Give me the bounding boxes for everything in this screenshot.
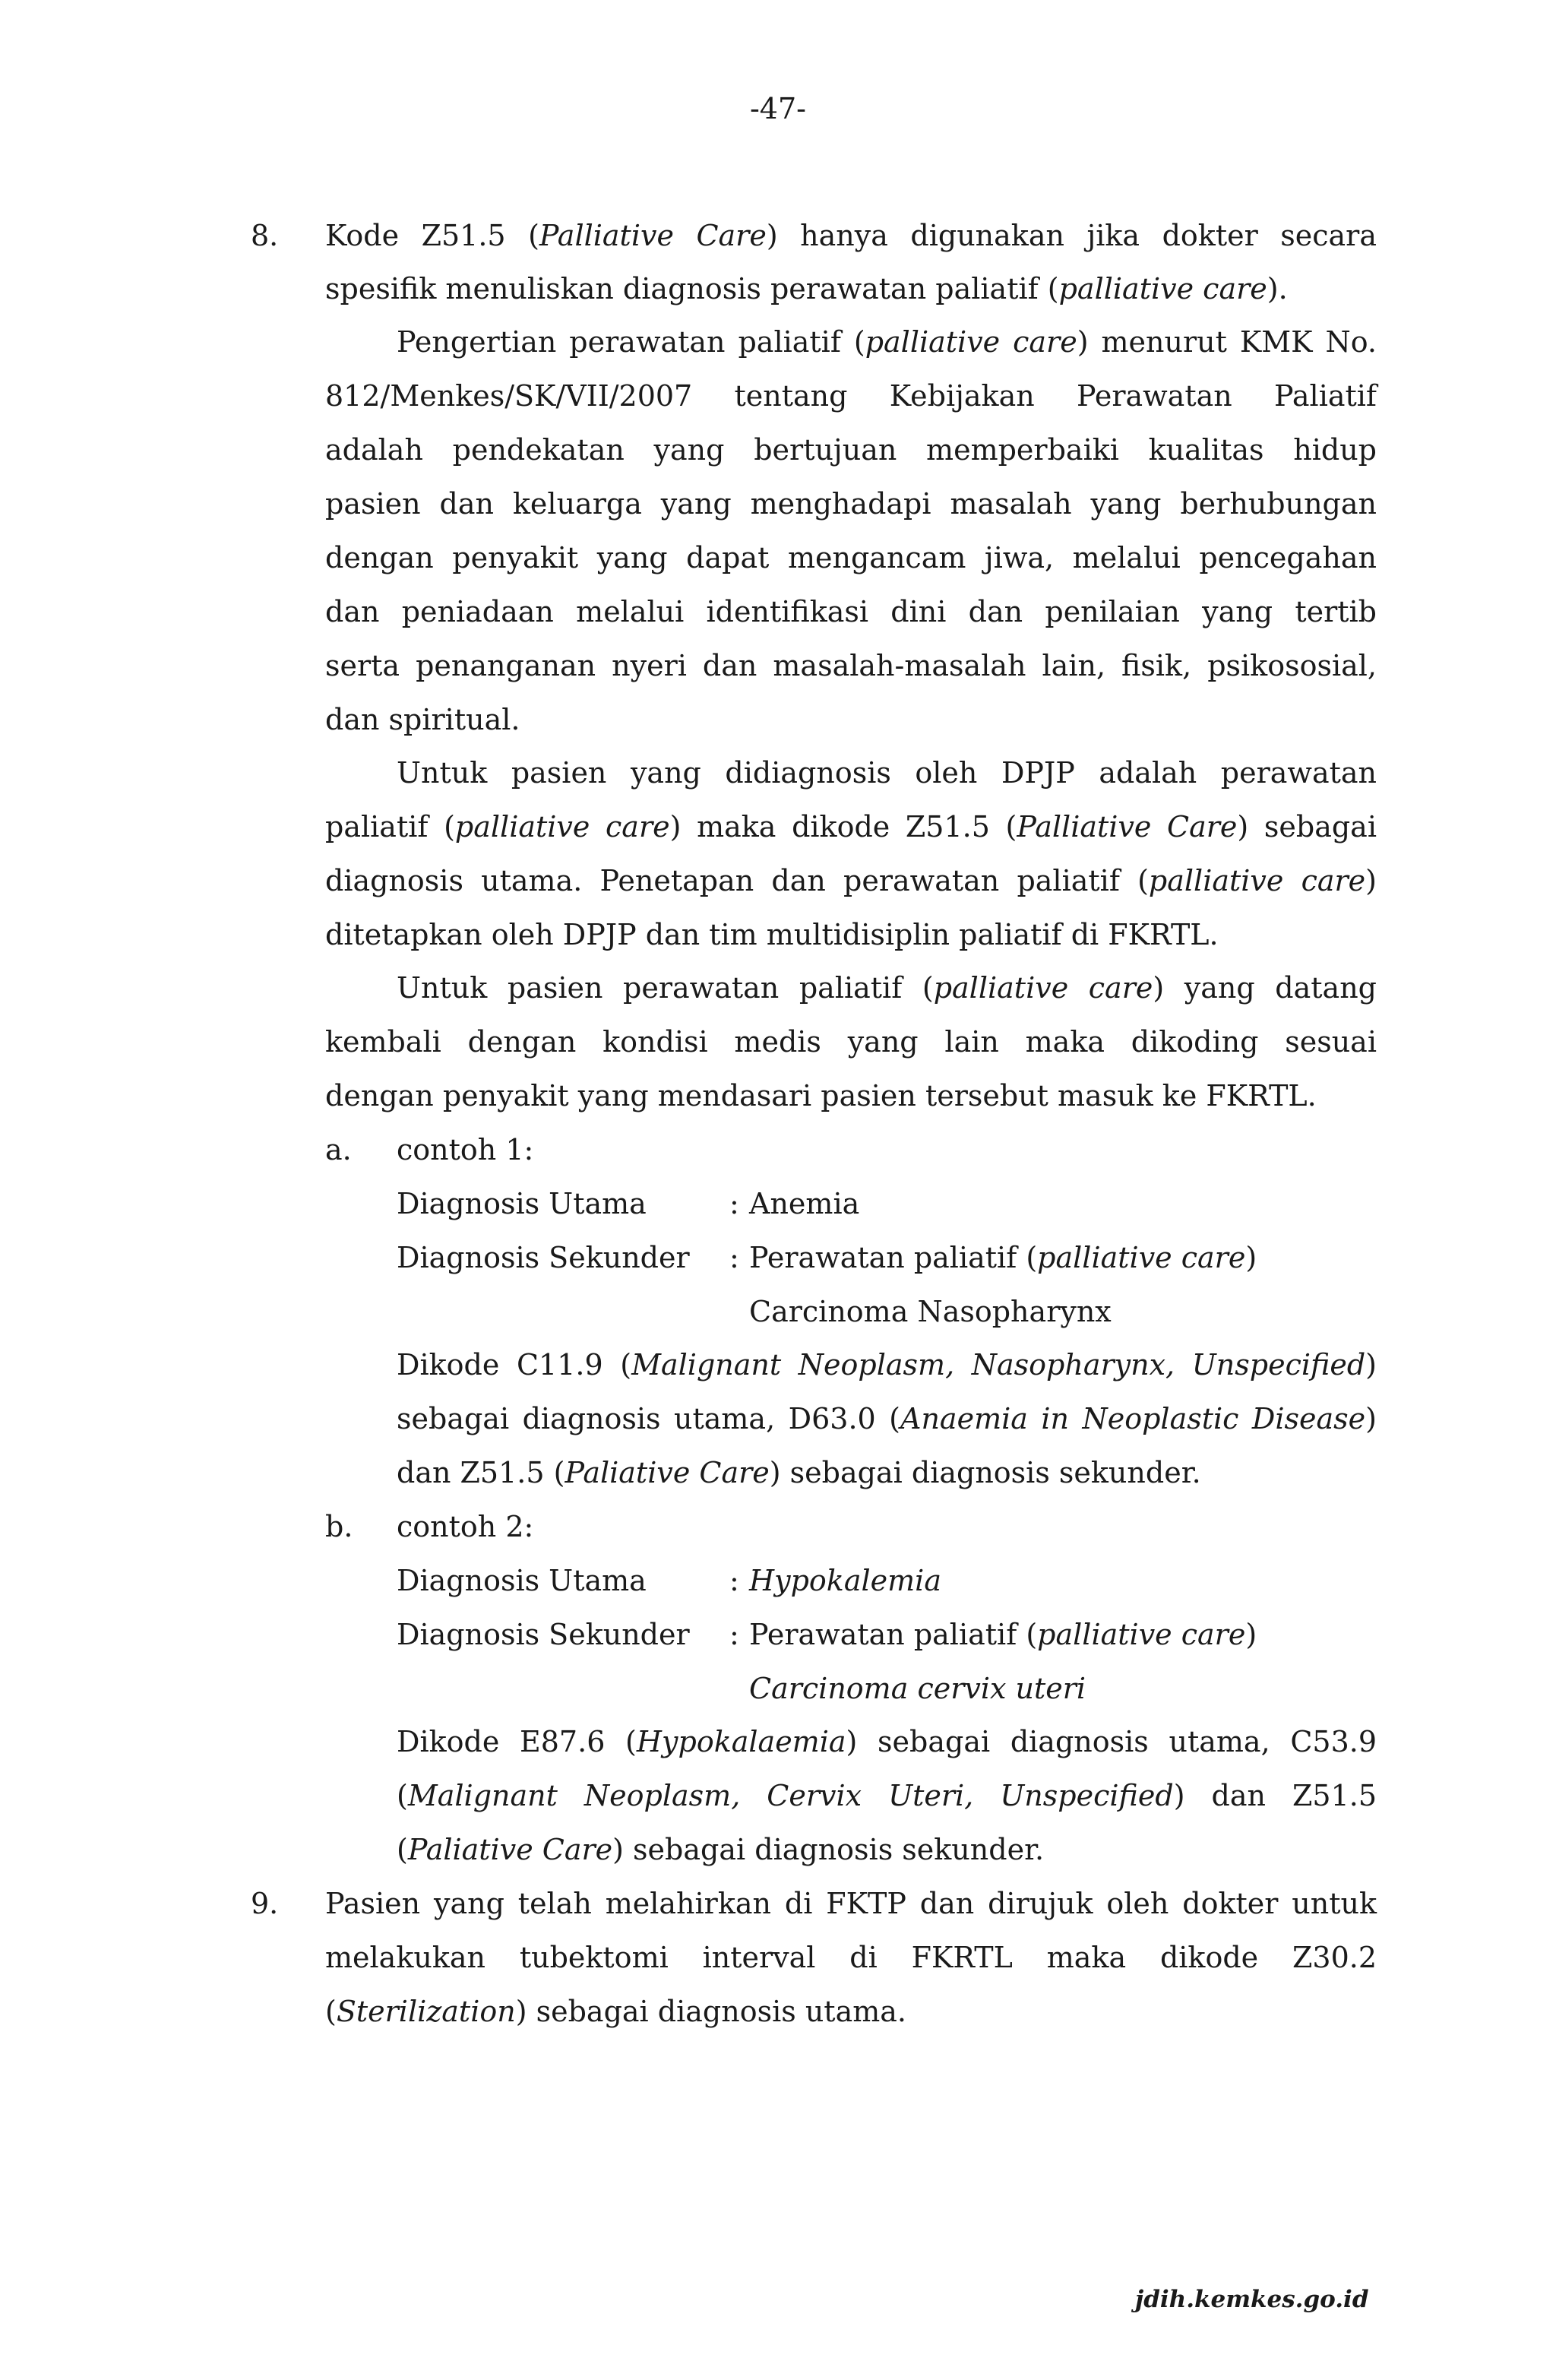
para2-line-2: paliatif (palliative care) maka dikode Z51.5 (Palliative Care) sebagai xyxy=(325,810,1377,843)
example-b-letter: b. xyxy=(325,1510,353,1543)
example-b-secondary-value-1: Perawatan paliatif (palliative care) xyxy=(749,1618,1257,1651)
para1-line-5: dengan penyakit yang dapat mengancam jiwa, melalui pencegahan xyxy=(325,541,1377,574)
para3-line-1: Untuk pasien perawatan paliatif (palliative care) yang datang xyxy=(397,971,1377,1005)
example-b-secondary-value-2: Carcinoma cervix uteri xyxy=(749,1672,1086,1705)
para1-line-6: dan peniadaan melalui identifikasi dini dan penilaian yang tertib xyxy=(325,595,1377,628)
para2-line-1: Untuk pasien yang didiagnosis oleh DPJP adalah perawatan xyxy=(397,756,1377,790)
example-b-main-value: Hypokalemia xyxy=(749,1564,941,1597)
example-a-letter: a. xyxy=(325,1133,352,1166)
example-a-main-value: Anemia xyxy=(749,1187,860,1220)
para1-line-4: pasien dan keluarga yang menghadapi masalah yang berhubungan xyxy=(325,487,1377,521)
example-b-result-line-2: (Malignant Neoplasm, Cervix Uteri, Unspecified) dan Z51.5 xyxy=(397,1779,1377,1812)
item-8-line-2: spesifik menuliskan diagnosis perawatan paliatif (palliative care). xyxy=(325,272,1288,305)
para2-line-4: ditetapkan oleh DPJP dan tim multidisiplin paliatif di FKRTL. xyxy=(325,918,1219,951)
item-8-line-1: Kode Z51.5 (Palliative Care) hanya digunakan jika dokter secara xyxy=(325,219,1377,252)
item-9-line-3: (Sterilization) sebagai diagnosis utama. xyxy=(325,1995,907,2028)
example-b-title: contoh 2: xyxy=(397,1510,534,1543)
para1-line-7: serta penanganan nyeri dan masalah-masalah lain, fisik, psikososial, xyxy=(325,649,1377,682)
example-b-result-line-1: Dikode E87.6 (Hypokalaemia) sebagai diagnosis utama, C53.9 xyxy=(397,1725,1377,1758)
example-a-main-label: Diagnosis Utama xyxy=(397,1187,647,1220)
para3-line-2: kembali dengan kondisi medis yang lain maka dikoding sesuai xyxy=(325,1025,1377,1059)
example-a-result-line-1: Dikode C11.9 (Malignant Neoplasm, Nasopharynx, Unspecified) xyxy=(397,1348,1377,1381)
item-8-number: 8. xyxy=(251,219,279,252)
example-b-main-colon: : xyxy=(729,1564,739,1597)
example-a-result-line-3: dan Z51.5 (Paliative Care) sebagai diagnosis sekunder. xyxy=(397,1456,1201,1489)
example-b-result-line-3: (Paliative Care) sebagai diagnosis sekunder. xyxy=(397,1833,1045,1866)
para1-line-3: adalah pendekatan yang bertujuan memperbaiki kualitas hidup xyxy=(325,433,1377,467)
page-number: -47- xyxy=(749,92,807,125)
para1-line-8: dan spiritual. xyxy=(325,703,520,736)
example-a-title: contoh 1: xyxy=(397,1133,534,1166)
example-b-secondary-colon: : xyxy=(729,1618,739,1651)
para1-line-2: 812/Menkes/SK/VII/2007 tentang Kebijakan Perawatan Paliatif xyxy=(325,379,1377,413)
example-a-secondary-label: Diagnosis Sekunder xyxy=(397,1241,690,1274)
para1-line-1: Pengertian perawatan paliatif (palliative care) menurut KMK No. xyxy=(397,325,1377,359)
example-b-main-label: Diagnosis Utama xyxy=(397,1564,647,1597)
para3-line-3: dengan penyakit yang mendasari pasien tersebut masuk ke FKRTL. xyxy=(325,1079,1317,1112)
item-9-number: 9. xyxy=(251,1887,279,1920)
example-b-secondary-label: Diagnosis Sekunder xyxy=(397,1618,690,1651)
para2-line-3: diagnosis utama. Penetapan dan perawatan paliatif (palliative care) xyxy=(325,864,1377,897)
item-9-line-2: melakukan tubektomi interval di FKRTL maka dikode Z30.2 xyxy=(325,1941,1377,1974)
example-a-result-line-2: sebagai diagnosis utama, D63.0 (Anaemia in Neoplastic Disease) xyxy=(397,1402,1377,1435)
item-9-line-1: Pasien yang telah melahirkan di FKTP dan dirujuk oleh dokter untuk xyxy=(325,1887,1377,1920)
example-a-main-colon: : xyxy=(729,1187,739,1220)
example-a-secondary-colon: : xyxy=(729,1241,739,1274)
example-a-secondary-value-2: Carcinoma Nasopharynx xyxy=(749,1295,1112,1328)
footer-source: jdih.kemkes.go.id xyxy=(1135,2286,1369,2313)
example-a-secondary-value-1: Perawatan paliatif (palliative care) xyxy=(749,1241,1257,1274)
